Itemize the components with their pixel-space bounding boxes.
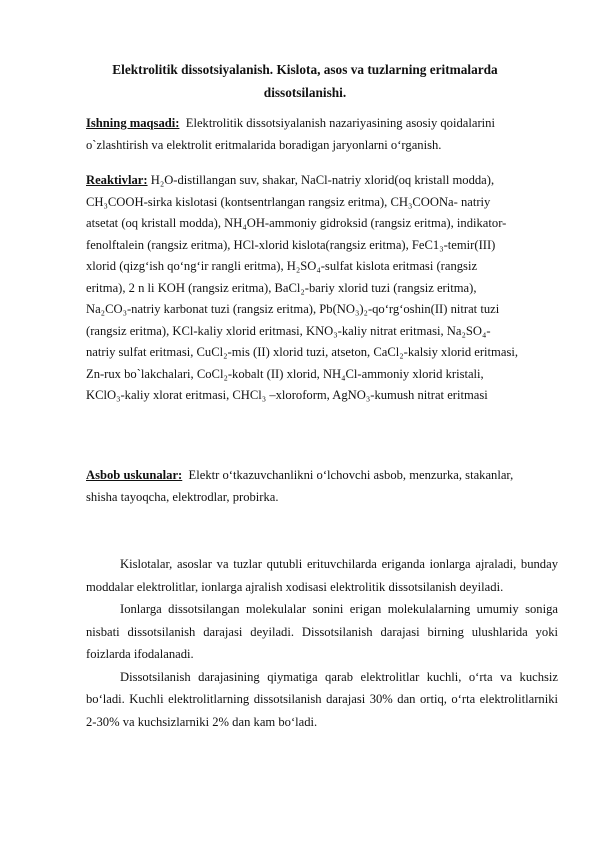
equipment-text: Elektr o‘tkazuvchanlikni o‘lchovchi asbob, menzurka, stakanlar, shisha tayoqcha, elektrodlar, probirka. [86, 468, 514, 504]
objective-text: Elektrolitik dissotsiyalanish nazariyasining asosiy qoidalarini o`zlashtirish va elektrolit eritmalarida boradigan jaryonlarni o‘rganish. [86, 116, 495, 152]
paragraph-electrolytes: Kislotalar, asoslar va tuzlar qutubli erituvchilarda eriganda ionlarga ajraladi, bunday moddalar elektrolitlar, ionlarga ajralish xodisasi elektrolitik dissotsilanish deyiladi. [86, 557, 558, 594]
page-title: Elektrolitik dissotsiyalanish. Kislota, asos va tuzlarning eritmalarda dissotsilanishi. [112, 62, 498, 100]
paragraph-electrolyte-strength: Dissotsilanish darajasining qiymatiga qarab elektrolitlar kuchli, o‘rta va kuchsiz bo‘ladi. Kuchli elektrolitlarning dissotsilanish darajasi 30% dan ortiq, o‘rta elektrolitlarniki 2-30% va kuchsizlarniki 2% dan kam bo‘ladi. [86, 669, 558, 729]
paragraph-dissociation-degree: Ionlarga dissotsilangan molekulalar sonini erigan molekulalarning umumiy soniga nisbati dissotsilanish darajasi deyiladi. Dissotsilanish darajasi birning ulushlarida yoki foizlarda ifodalanadi. [86, 602, 558, 661]
objective-section [86, 113, 518, 156]
equipment-section [86, 465, 518, 508]
reagents-label: Reaktivlar: [86, 173, 148, 187]
reagents-text: H₂O-distillangan suv, shakar, NaCl-natriy xlorid(oq kristall modda), CH₃COOH-sirka kislotasi (kontsentrlangan rangsiz eritma), CH₃COONa- natriy atsetat (oq kristall modda), NH₄OH-ammoniy gidroksid (rangsiz eritma), indikator-fenolftalein (rangsiz eritma), HCl-xlorid kislota(rangsiz eritma), FeC1₃-temir(III) xlorid (qizg‘ish qo‘ng‘ir rangli eritma), H₂SO₄-sulfat kislota eritmasi (rangsiz eritma), 2 n li KOH (rangsiz eritma), BaCl₂-bariy xlorid tuzi (rangsiz eritma), Na₂CO₃-natriy karbonat tuzi (rangsiz eritma), Pb(NO₃)₂-qo‘rg‘oshin(II) nitrat tuzi (rangsiz eritma), KCl-kaliy xlorid eritmasi, KNO₃-kaliy nitrat eritmasi, Na₂SO₄-natriy sulfat eritmasi, CuCl₂-mis (II) xlorid tuzi, atseton, CaCl₂-kalsiy xlorid eritmasi, Zn-rux bo`lakchalari, CoCl₂-kobalt (II) xlorid, NH₄Cl-ammoniy xlorid kristali, KClO₃-kaliy xlorat eritmasi, CHCl₃ –xloroform, AgNO₃-kumush nitrat eritmasi [86, 173, 518, 402]
reagents-section [86, 170, 518, 407]
equipment-label: Asbob uskunalar: [86, 468, 183, 482]
body-text [86, 553, 558, 733]
objective-label: Ishning maqsadi: [86, 116, 180, 130]
